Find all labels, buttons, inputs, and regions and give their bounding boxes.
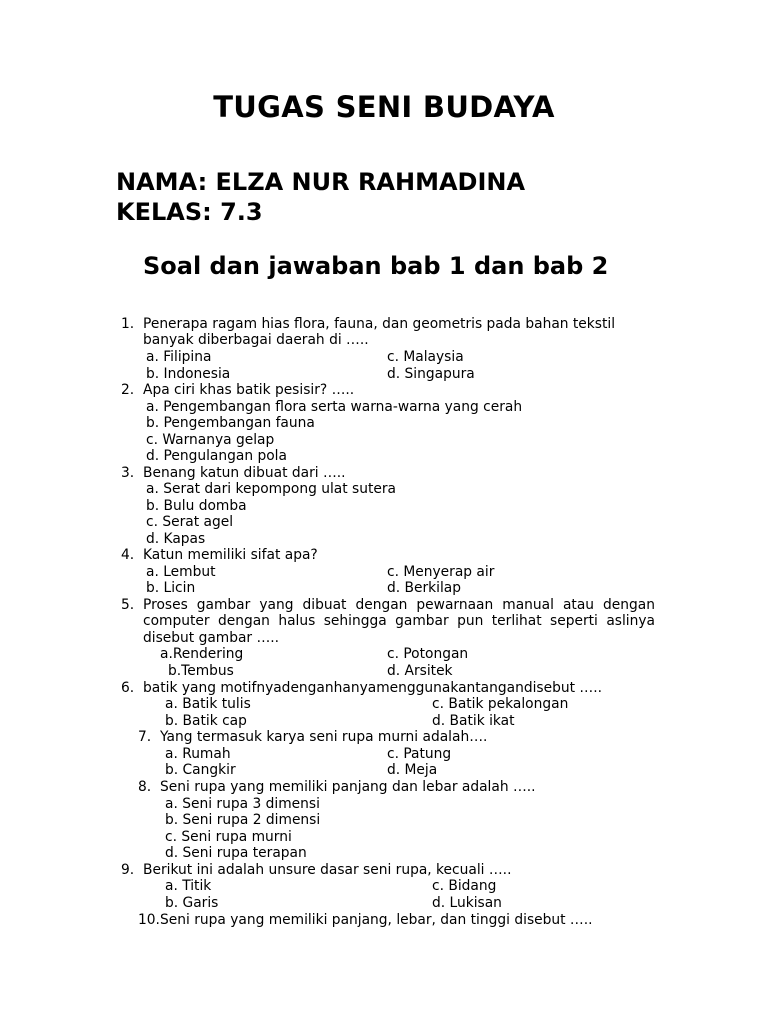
- answer-option: b.Tembus: [168, 663, 234, 679]
- answer-option: b. Cangkir: [165, 762, 236, 778]
- answer-option: a. Pengembangan flora serta warna-warna yang cerah: [146, 399, 523, 415]
- answer-option: c. Bidang: [432, 878, 497, 894]
- answer-option: d. Pengulangan pola: [146, 448, 287, 464]
- answer-option: b. Bulu domba: [146, 498, 247, 514]
- answer-option: d. Arsitek: [387, 663, 453, 679]
- answer-option: c. Menyerap air: [387, 564, 495, 580]
- answer-option: a. Titik: [165, 878, 212, 894]
- question-text: computer dengan halus sehingga gambar pun terlihat seperti aslinya: [143, 613, 655, 629]
- answer-option: d. Berkilap: [387, 580, 462, 596]
- question-number: 6.: [121, 680, 135, 696]
- answer-option: b. Seni rupa 2 dimensi: [165, 812, 321, 828]
- question-text: Proses gambar yang dibuat dengan pewarnaan manual atau dengan: [143, 597, 655, 613]
- question-text: Seni rupa yang memiliki panjang dan lebar adalah …..: [160, 779, 536, 795]
- question-number: 5.: [121, 597, 135, 613]
- answer-option: c. Seni rupa murni: [165, 829, 292, 845]
- answer-option: d. Meja: [387, 762, 438, 778]
- question-text: Katun memiliki sifat apa?: [143, 547, 318, 563]
- question-number: 8.: [138, 779, 152, 795]
- answer-option: a. Batik tulis: [165, 696, 251, 712]
- document-title: TUGAS SENI BUDAYA: [213, 90, 555, 124]
- answer-option: a. Filipina: [146, 349, 212, 365]
- question-text: batik yang motifnyadenganhanyamenggunakantangandisebut …..: [143, 680, 602, 696]
- answer-option: a. Serat dari kepompong ulat sutera: [146, 481, 396, 497]
- question-number: 3.: [121, 465, 135, 481]
- answer-option: d. Seni rupa terapan: [165, 845, 307, 861]
- question-number: 7.: [138, 729, 152, 745]
- student-name: NAMA: ELZA NUR RAHMADINA: [116, 168, 526, 196]
- answer-option: a.Rendering: [160, 646, 244, 662]
- section-subtitle: Soal dan jawaban bab 1 dan bab 2: [143, 252, 609, 280]
- answer-option: c. Potongan: [387, 646, 469, 662]
- answer-option: a. Seni rupa 3 dimensi: [165, 796, 320, 812]
- question-text: Yang termasuk karya seni rupa murni adalah….: [160, 729, 488, 745]
- answer-option: b. Batik cap: [165, 713, 247, 729]
- answer-option: b. Licin: [146, 580, 196, 596]
- answer-option: b. Garis: [165, 895, 219, 911]
- question-text: Berikut ini adalah unsure dasar seni rupa, kecuali …..: [143, 862, 512, 878]
- answer-option: c. Serat agel: [146, 514, 234, 530]
- question-number: 1.: [121, 316, 135, 332]
- question-number: 10.: [138, 912, 160, 928]
- answer-option: c. Batik pekalongan: [432, 696, 569, 712]
- question-text: Benang katun dibuat dari …..: [143, 465, 346, 481]
- question-number: 4.: [121, 547, 135, 563]
- answer-option: d. Singapura: [387, 366, 475, 382]
- answer-option: a. Lembut: [146, 564, 216, 580]
- answer-option: d. Batik ikat: [432, 713, 515, 729]
- answer-option: a. Rumah: [165, 746, 231, 762]
- question-text: Penerapa ragam hias flora, fauna, dan geometris pada bahan tekstil: [143, 316, 616, 332]
- answer-option: b. Indonesia: [146, 366, 231, 382]
- question-number: 2.: [121, 382, 135, 398]
- question-number: 9.: [121, 862, 135, 878]
- answer-option: d. Lukisan: [432, 895, 502, 911]
- answer-option: c. Warnanya gelap: [146, 432, 275, 448]
- question-text: disebut gambar …..: [143, 630, 280, 646]
- answer-option: c. Patung: [387, 746, 452, 762]
- question-text: banyak diberbagai daerah di …..: [143, 332, 369, 348]
- answer-option: d. Kapas: [146, 531, 206, 547]
- answer-option: c. Malaysia: [387, 349, 464, 365]
- question-text: Seni rupa yang memiliki panjang, lebar, dan tinggi disebut …..: [160, 912, 593, 928]
- student-class: KELAS: 7.3: [116, 198, 263, 226]
- question-text: Apa ciri khas batik pesisir? …..: [143, 382, 355, 398]
- answer-option: b. Pengembangan fauna: [146, 415, 315, 431]
